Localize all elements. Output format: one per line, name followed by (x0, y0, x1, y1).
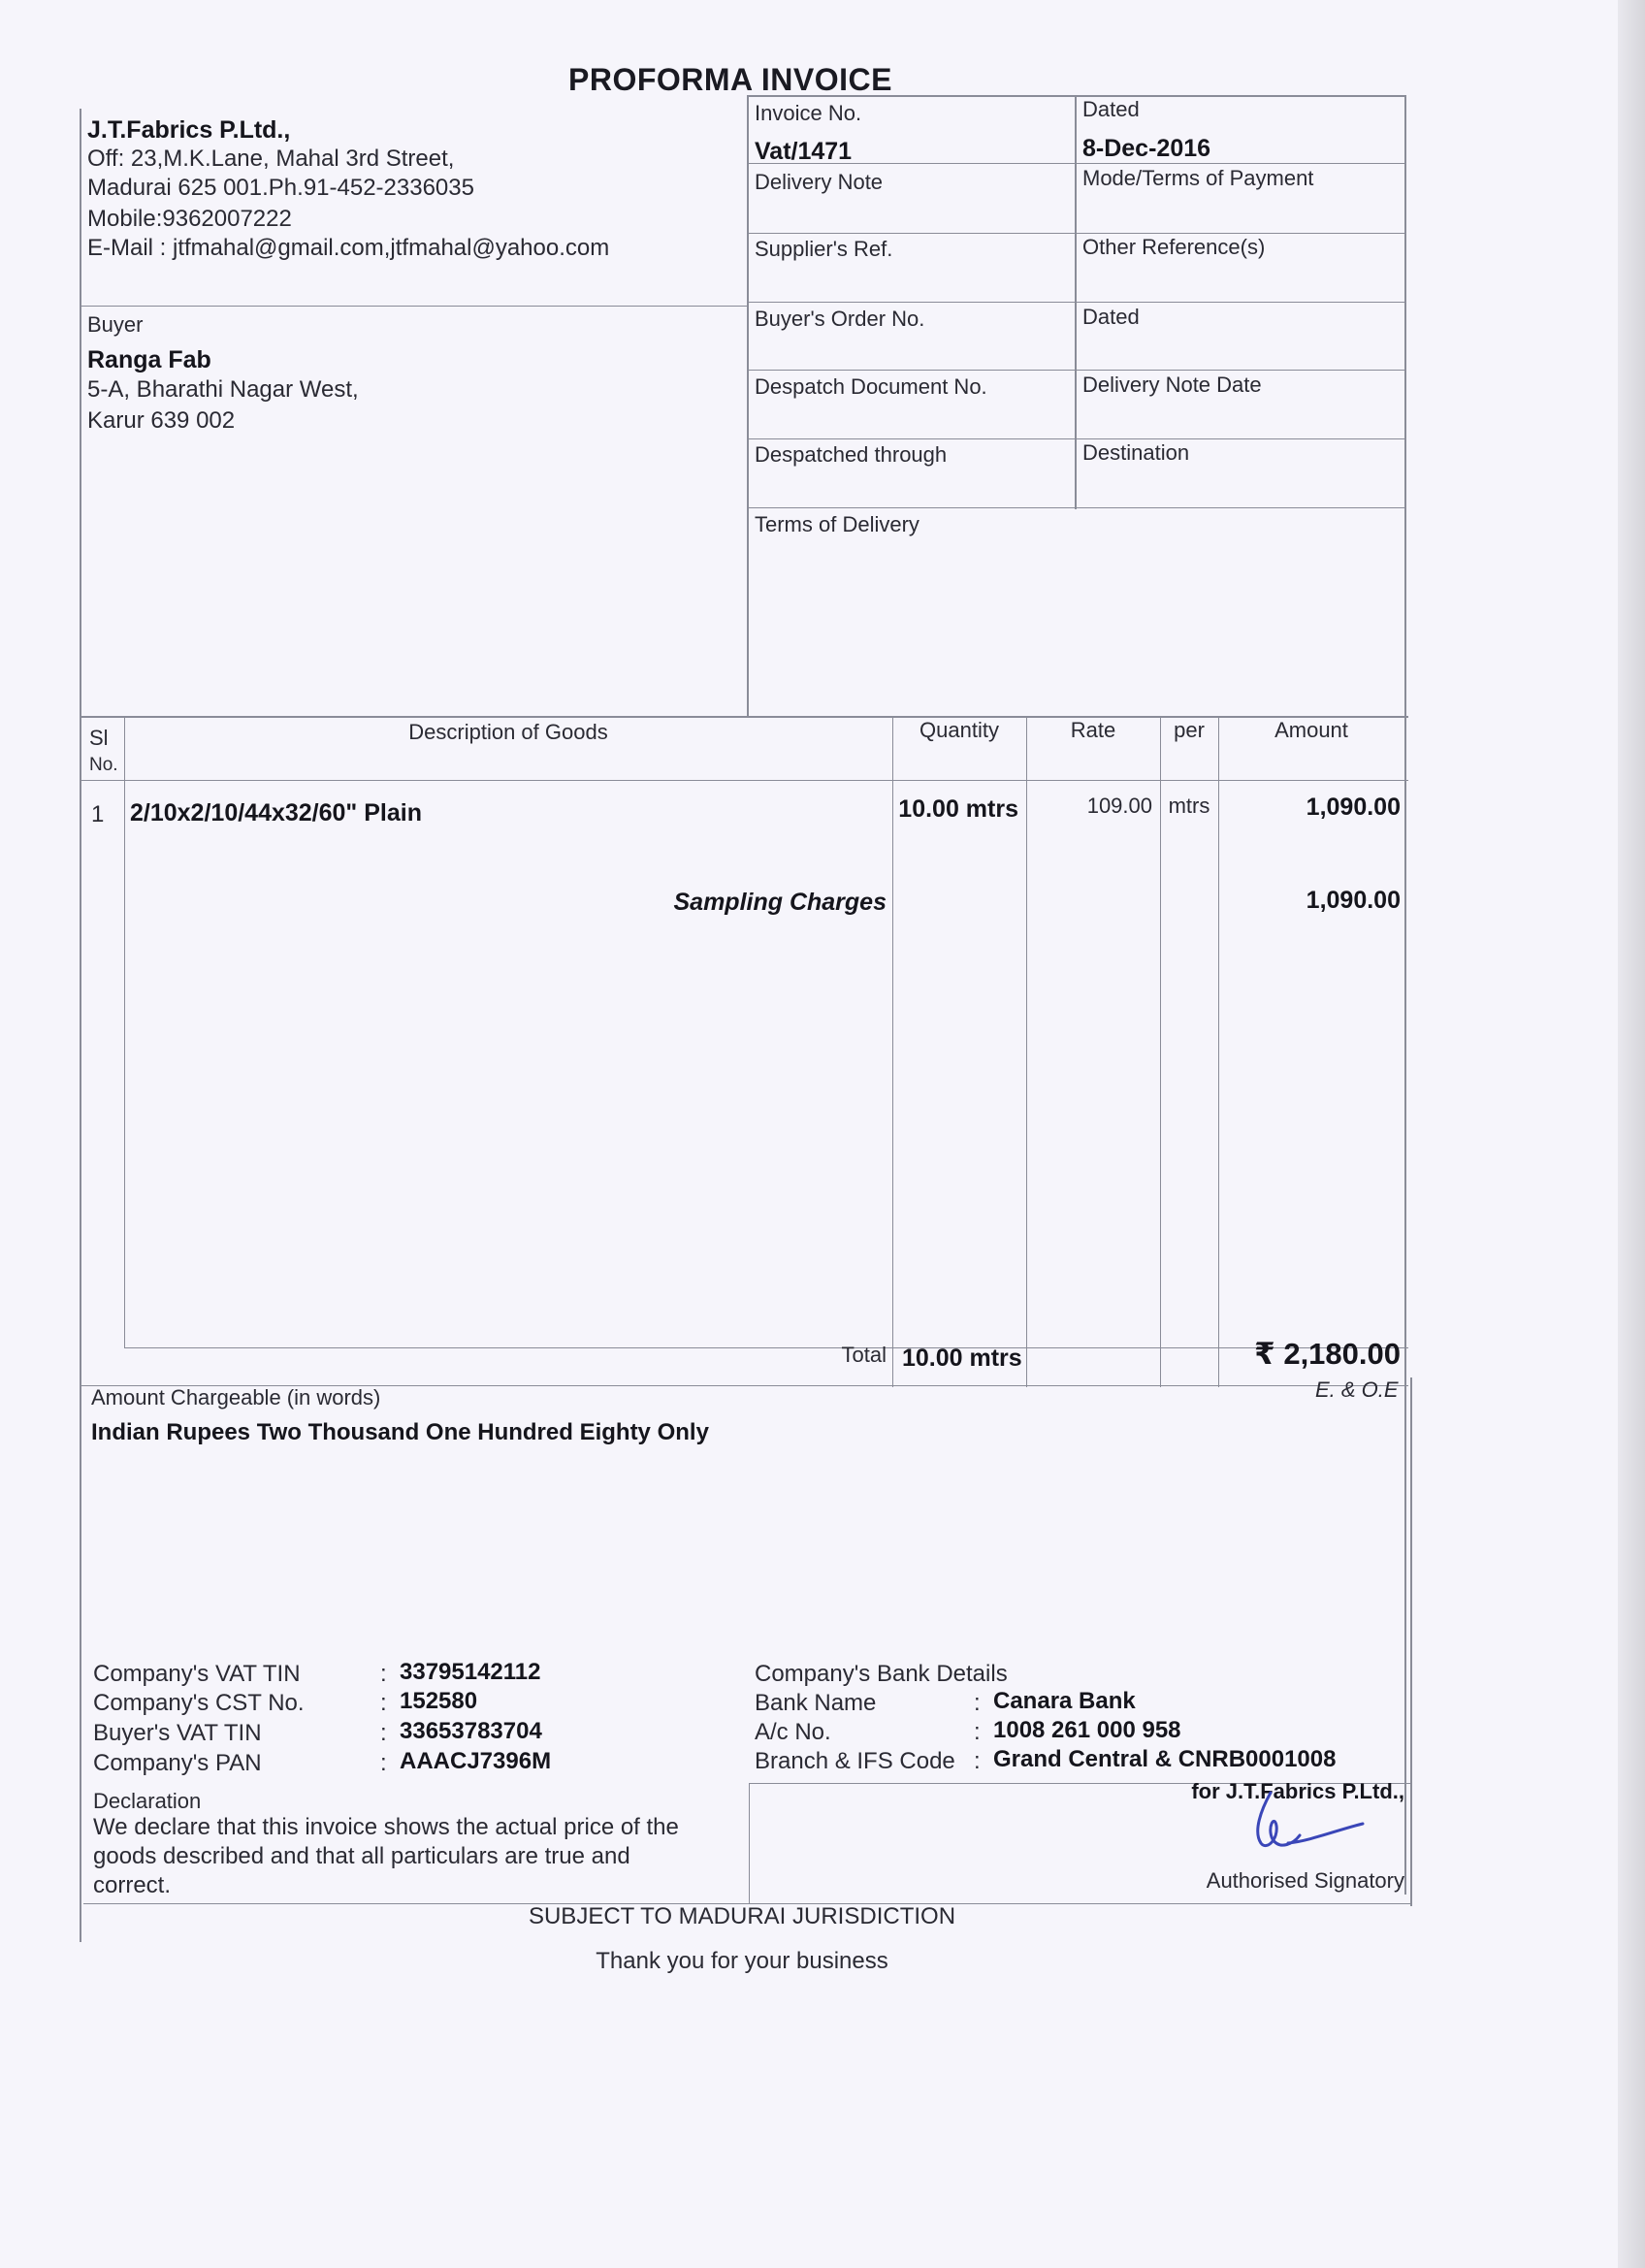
col-header-quantity: Quantity (919, 718, 999, 742)
bank-label: Bank Name (755, 1690, 877, 1716)
buyer-label: Buyer (87, 312, 144, 337)
seller-email: E-Mail : jtfmahal@gmail.com,jtfmahal@yahoo.com (87, 235, 610, 261)
bank-heading: Company's Bank Details (755, 1661, 1008, 1687)
declaration-line2: goods described and that all particulars are true and (93, 1843, 630, 1869)
invoice-no-value: Vat/1471 (755, 138, 853, 165)
bank-value: Canara Bank (993, 1688, 1136, 1714)
seller-mobile: Mobile:9362007222 (87, 206, 292, 232)
bank-colon: : (974, 1690, 981, 1716)
thank-you-note: Thank you for your business (596, 1948, 888, 1974)
invoice-no-label: Invoice No. (755, 101, 862, 125)
tax-label: Buyer's VAT TIN (93, 1720, 262, 1746)
declaration-label: Declaration (93, 1789, 202, 1813)
row-quantity: 10.00 mtrs (898, 795, 1018, 823)
buyers-order-label: Buyer's Order No. (755, 307, 925, 331)
other-refs-label: Other Reference(s) (1082, 235, 1266, 259)
buyer-name: Ranga Fab (87, 346, 211, 373)
signature-icon (1232, 1781, 1377, 1868)
bank-value: 1008 261 000 958 (993, 1717, 1181, 1743)
col-header-rate: Rate (1070, 718, 1116, 742)
amount-words-value: Indian Rupees Two Thousand One Hundred Eighty Only (91, 1419, 709, 1445)
buyer-address-line2: Karur 639 002 (87, 407, 236, 434)
row-amount: 1,090.00 (1306, 794, 1401, 821)
charges-label: Sampling Charges (673, 889, 887, 916)
suppliers-ref-label: Supplier's Ref. (755, 237, 893, 261)
authorised-signatory-label: Authorised Signatory (1206, 1868, 1404, 1893)
col-header-sl: Sl (89, 726, 109, 750)
tax-colon: : (380, 1661, 387, 1687)
tax-colon: : (380, 1720, 387, 1746)
tax-colon: : (380, 1690, 387, 1716)
jurisdiction-note: SUBJECT TO MADURAI JURISDICTION (528, 1903, 956, 1929)
seller-name: J.T.Fabrics P.Ltd., (87, 116, 291, 144)
eoe-note: E. & O.E (1315, 1377, 1399, 1402)
bank-label: A/c No. (755, 1719, 831, 1745)
despatch-doc-label: Despatch Document No. (755, 374, 987, 399)
mode-terms-label: Mode/Terms of Payment (1082, 166, 1314, 190)
for-company: for J.T.Fabrics P.Ltd., (1191, 1779, 1404, 1803)
total-quantity: 10.00 mtrs (902, 1345, 1022, 1372)
tax-label: Company's CST No. (93, 1690, 305, 1716)
charges-amount: 1,090.00 (1306, 887, 1401, 914)
tax-label: Company's PAN (93, 1750, 262, 1776)
destination-label: Destination (1082, 440, 1190, 465)
total-label: Total (841, 1343, 887, 1367)
tax-value: AAACJ7396M (400, 1748, 552, 1774)
scan-edge (1618, 0, 1645, 2268)
buyers-order-dated-label: Dated (1082, 305, 1140, 329)
col-header-description: Description of Goods (408, 720, 608, 744)
tax-value: 152580 (400, 1688, 478, 1714)
seller-address-line1: Off: 23,M.K.Lane, Mahal 3rd Street, (87, 146, 455, 172)
total-amount: ₹ 2,180.00 (1254, 1337, 1401, 1371)
seller-address-line2: Madurai 625 001.Ph.91-452-2336035 (87, 175, 474, 201)
col-header-per: per (1174, 718, 1205, 742)
row-description: 2/10x2/10/44x32/60" Plain (130, 799, 422, 826)
despatched-through-label: Despatched through (755, 442, 948, 467)
buyer-address-line1: 5-A, Bharathi Nagar West, (87, 376, 359, 403)
col-header-amount: Amount (1274, 718, 1348, 742)
declaration-line1: We declare that this invoice shows the actual price of the (93, 1814, 679, 1840)
tax-value: 33795142112 (400, 1659, 541, 1685)
document-title: PROFORMA INVOICE (568, 62, 892, 97)
bank-value: Grand Central & CNRB0001008 (993, 1746, 1337, 1772)
dated-value: 8-Dec-2016 (1082, 135, 1211, 162)
tax-colon: : (380, 1750, 387, 1776)
row-per: mtrs (1168, 794, 1210, 818)
terms-of-delivery-label: Terms of Delivery (755, 512, 919, 536)
col-header-no: No. (89, 755, 118, 775)
bank-colon: : (974, 1748, 981, 1774)
bank-colon: : (974, 1719, 981, 1745)
row-sl: 1 (91, 801, 105, 827)
declaration-line3: correct. (93, 1872, 172, 1898)
delivery-note-date-label: Delivery Note Date (1082, 373, 1262, 397)
delivery-note-label: Delivery Note (755, 170, 884, 194)
row-rate: 109.00 (1086, 794, 1152, 818)
tax-label: Company's VAT TIN (93, 1661, 301, 1687)
amount-words-label: Amount Chargeable (in words) (91, 1385, 381, 1409)
bank-label: Branch & IFS Code (755, 1748, 955, 1774)
dated-label: Dated (1082, 97, 1140, 121)
tax-value: 33653783704 (400, 1718, 542, 1744)
